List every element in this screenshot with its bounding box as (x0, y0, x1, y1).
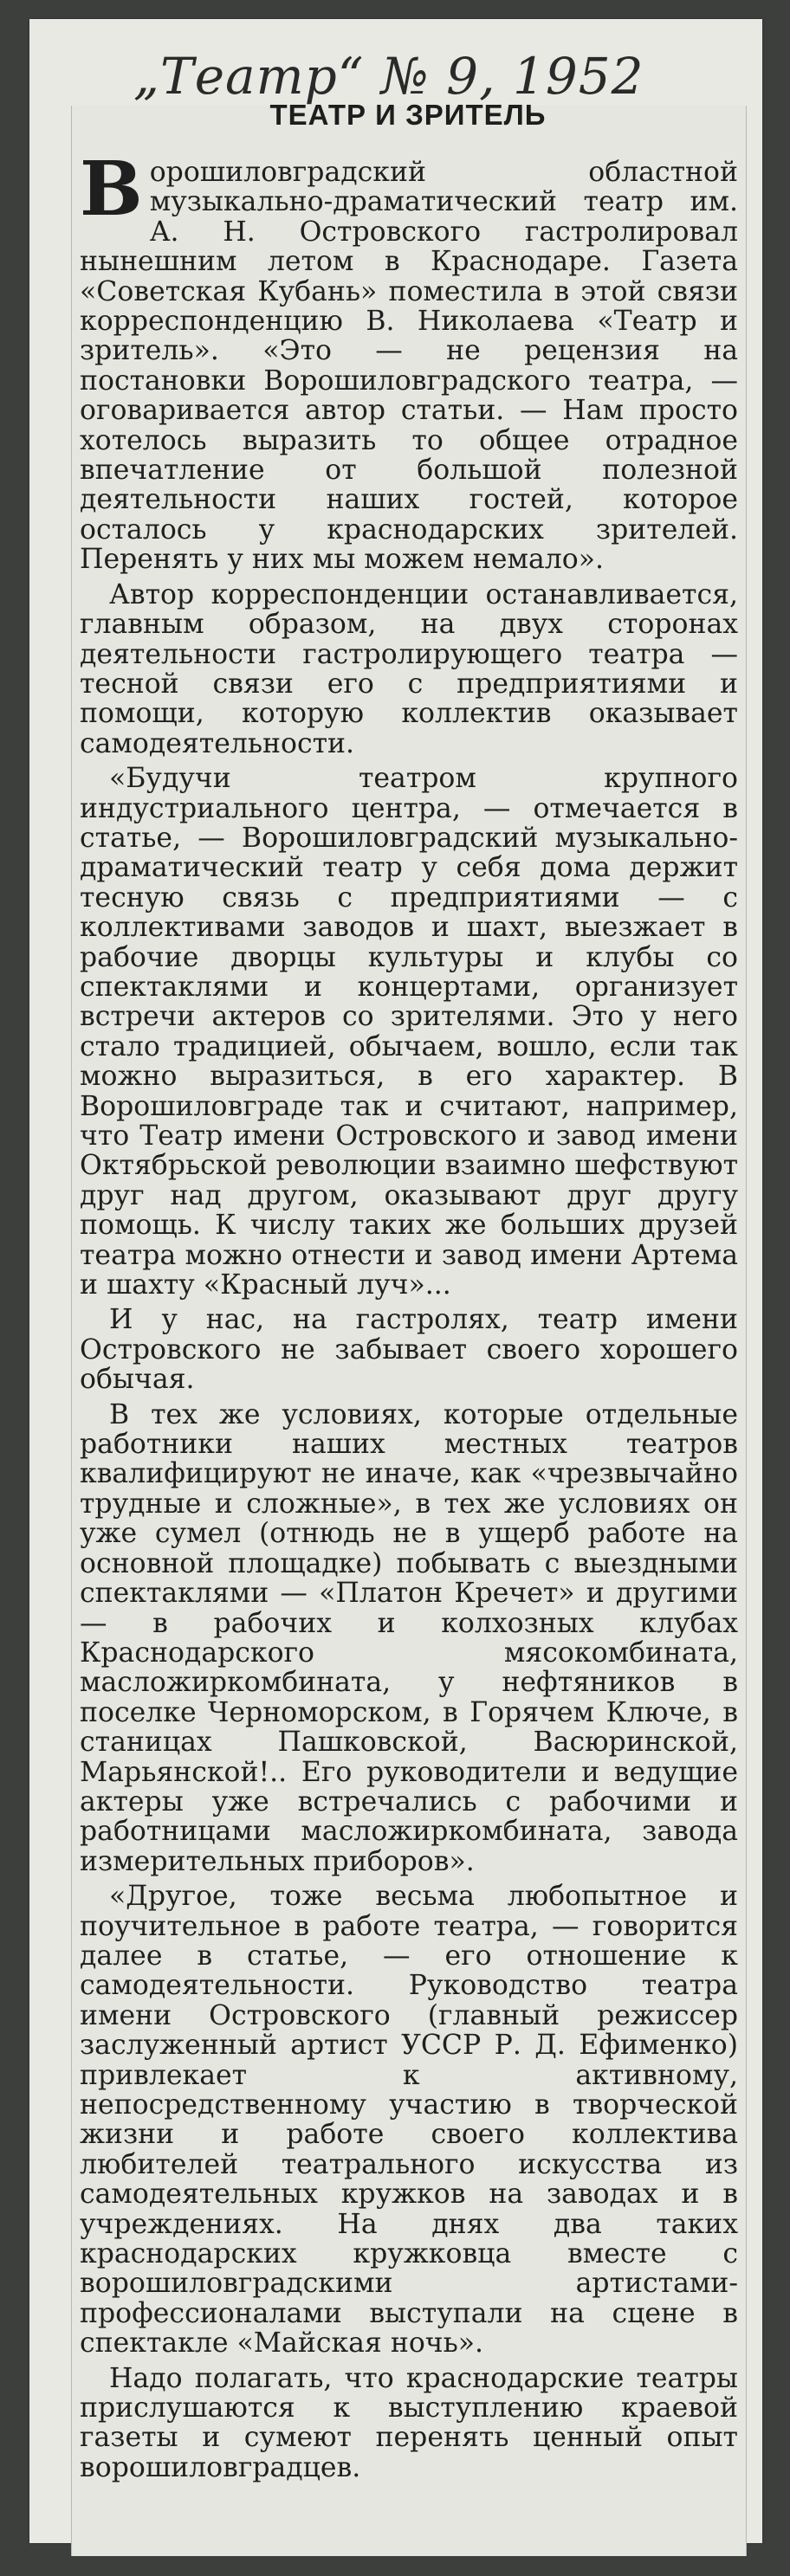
article-paragraph: «Будучи театром крупного индустриального центра, — отмечается в статье, — Ворошиловградский музыкально-драматический театр у себя дома держит тесную связь с предприятиями — с коллективами заводов и шахт, выезжает в рабочие дворцы культуры и клубы со спектаклями и концертами, организует встречи актеров со зрителями. Это у него стало традицией, обычаем, вошло, если так можно выразиться, в его характер. В Ворошиловграде так и считают, например, что Театр имени Островского и завод имени Октябрьской революции взаимно шефствуют друг над другом, оказывают друг другу помощь. К числу таких же больших друзей театра можно отнести и завод имени Артема и шахту «Красный луч»... (80, 763, 738, 1301)
article-paragraph: Надо полагать, что краснодарские театры прислушаются к выступлению краевой газеты и сумеют перенять ценный опыт ворошиловградцев. (80, 2362, 738, 2483)
article-paragraph: Автор корреспонденции останавливается, главным образом, на двух сторонах деятельности гастролирующего театра — тесной связи его с предприятиями и помощи, которую коллектив оказывает самодеятельности. (80, 578, 738, 759)
article-paragraph: «Другое, тоже весьма любопытное и поучительное в работе театра, — говорится далее в статье, — его отношение к самодеятельности. Руководство театра имени Островского (главный режиссер заслуженный артист УССР Р. Д. Ефименко) привлекает к активному, непосредственному участию в творческой жизни и работе своего коллектива любителей театрального искусства из самодеятельных кружков на заводах и в учреждениях. На днях два таких краснодарских кружковца вместе с ворошиловградскими артистами-профессионалами выступали на сцене в спектакле «Майская ночь». (80, 1881, 738, 2360)
paragraph-text: орошиловградский областной музыкально-драматический театр им. А. Н. Островского гастролировал нынешним летом в Краснодаре. Газета «Советская Кубань» поместила в этой связи корреспонденцию В. Николаева «Театр и зритель». «Это — не рецензия на постановки Ворошиловградского театра, — оговаривается автор статьи. — Нам просто хотелось выразить то общее отрадное впечатление от большой полезной деятельности наших гостей, которое осталось у краснодарских зрителей. Перенять у них мы можем немало». (80, 157, 738, 576)
drop-cap: В (80, 145, 143, 233)
article-body (80, 145, 738, 2488)
archive-sheet (29, 19, 762, 2543)
article-paragraph: В тех же условиях, которые отдельные работники наших местных театров квалифицируют не иначе, как «чрезвычайно трудные и сложные», в тех же условиях он уже сумел (отнюдь не в ущерб работе на основной площадке) побывать с выездными спектаклями — «Платон Кречет» и другими — в рабочих и колхозных клубах Краснодарского мясокомбината, масложиркомбината, у нефтяников в поселке Черноморском, в Горячем Ключе, в станицах Пашковской, Васюринской, Марьянской!.. Его руководители и ведущие актеры уже встречались с рабочими и работницами масложиркомбината, завода измерительных приборов». (80, 1398, 738, 1877)
article-paragraph (80, 145, 738, 576)
article-paragraph: И у нас, на гастролях, театр имени Островского не забывает своего хорошего обычая. (80, 1304, 738, 1396)
article-headline: ТЕАТР И ЗРИТЕЛЬ (269, 99, 547, 131)
handwritten-source-label: „Театр“ № 9, 1952 (133, 47, 644, 106)
